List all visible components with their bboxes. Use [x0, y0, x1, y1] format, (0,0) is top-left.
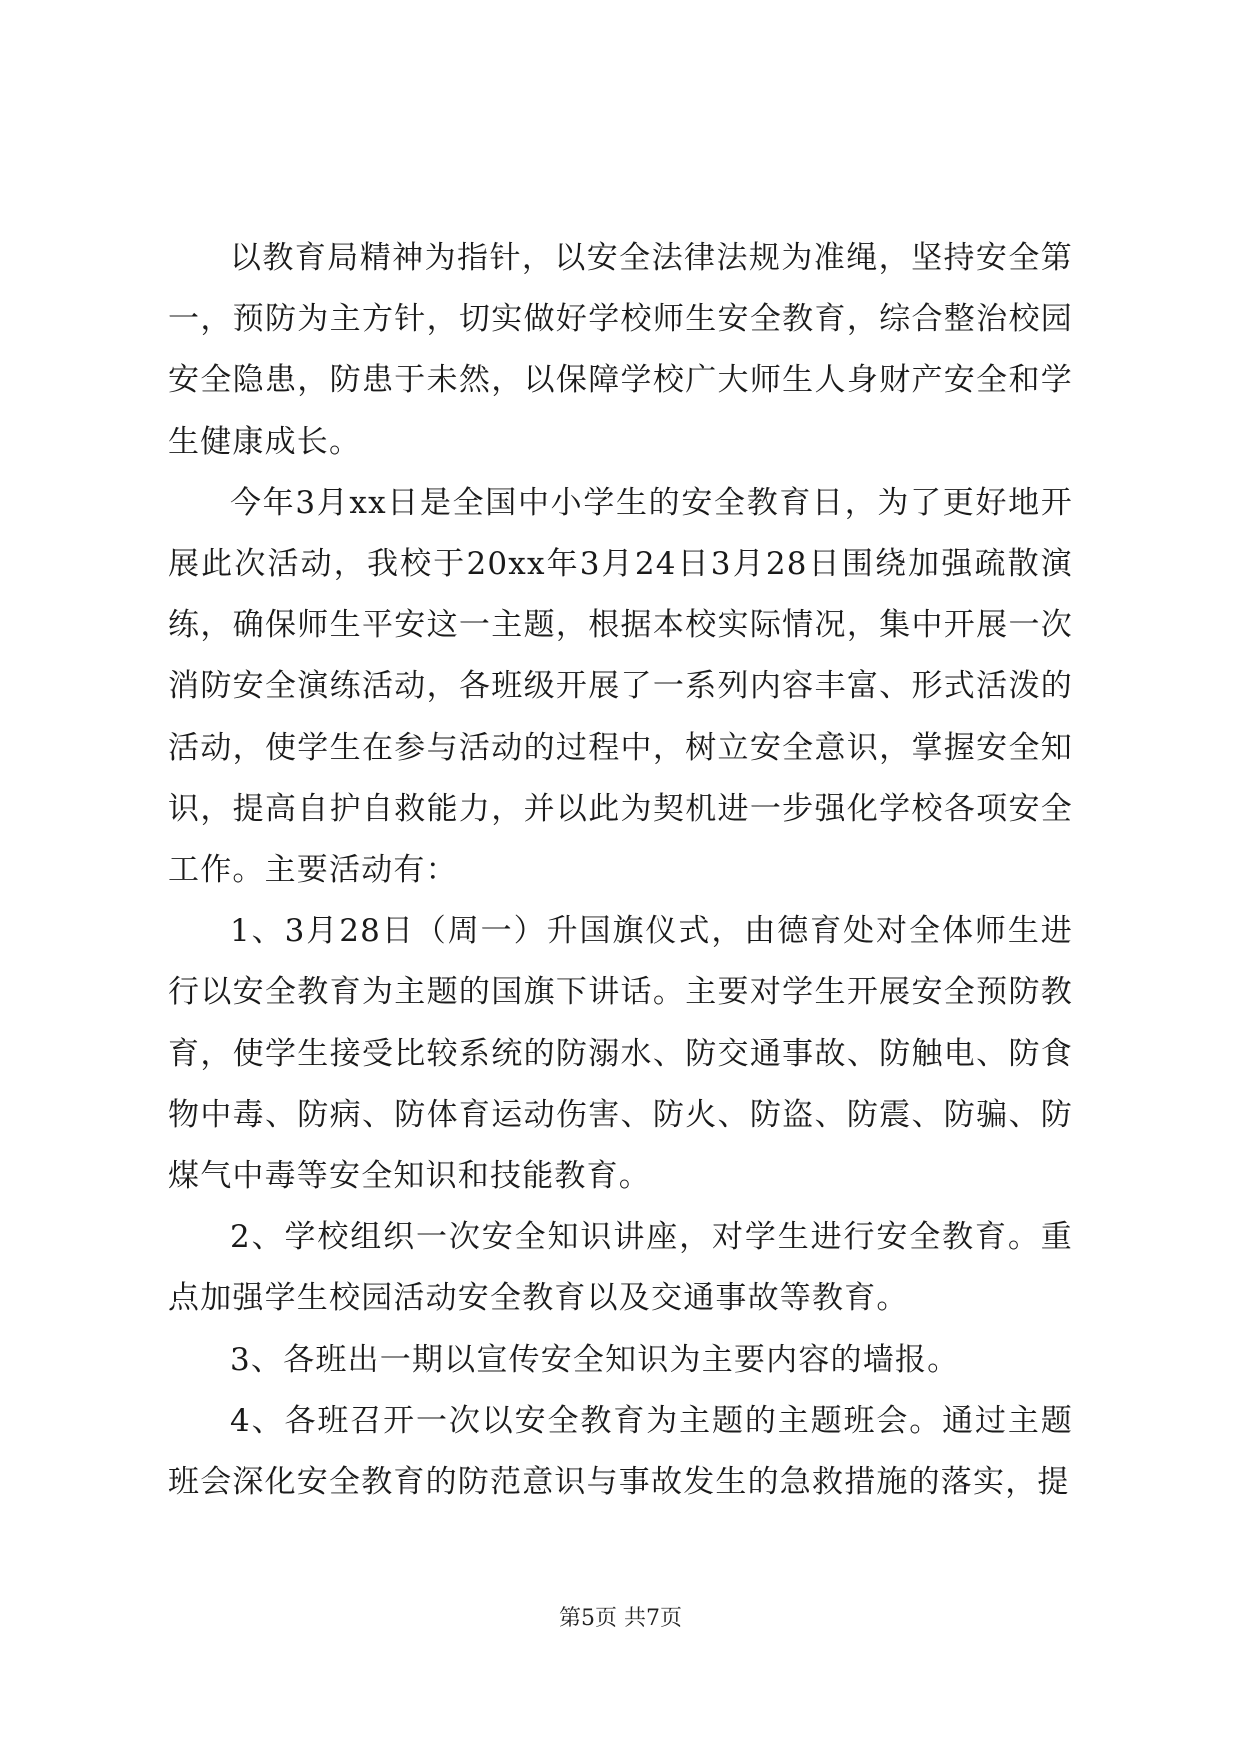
paragraph-activity-4: 4、各班召开一次以安全教育为主题的主题班会。通过主题班会深化安全教育的防范意识与事故发生的急救措施的落实，提	[168, 1402, 1073, 1501]
paragraph-activity-2: 2、学校组织一次安全知识讲座，对学生进行安全教育。重点加强学生校园活动安全教育以及交通事故等教育。	[168, 1219, 1073, 1317]
paragraph-activity-1: 1、3月28日（周一）升国旗仪式，由德育处对全体师生进行以安全教育为主题的国旗下讲话。主要对学生开展安全预防教育，使学生接受比较系统的防溺水、防交通事故、防触电、防食物中毒、防病、防体育运动伤害、防火、防盗、防震、防骗、防煤气中毒等安全知识和技能教育。	[168, 913, 1073, 1195]
paragraph-intro: 以教育局精神为指针，以安全法律法规为准绳，坚持安全第一，预防为主方针，切实做好学校师生安全教育，综合整治校园安全隐患，防患于未然，以保障学校广大师生人身财产安全和学生健康成长。	[168, 240, 1073, 460]
paragraph-safety-day: 今年3月xx日是全国中小学生的安全教育日，为了更好地开展此次活动，我校于20xx年3月24日3月28日围绕加强疏散演练，确保师生平安这一主题，根据本校实际情况，集中开展一次消防安全演练活动，各班级开展了一系列内容丰富、形式活泼的活动，使学生在参与活动的过程中，树立安全意识，掌握安全知识，提高自护自救能力，并以此为契机进一步强化学校各项安全工作。主要活动有：	[168, 484, 1073, 889]
paragraph-activity-3: 3、各班出一期以宣传安全知识为主要内容的墙报。	[230, 1341, 960, 1378]
body-text	[168, 228, 1073, 1513]
page-number: 第5页 共7页	[559, 1606, 682, 1631]
page-footer	[0, 1604, 1241, 1634]
